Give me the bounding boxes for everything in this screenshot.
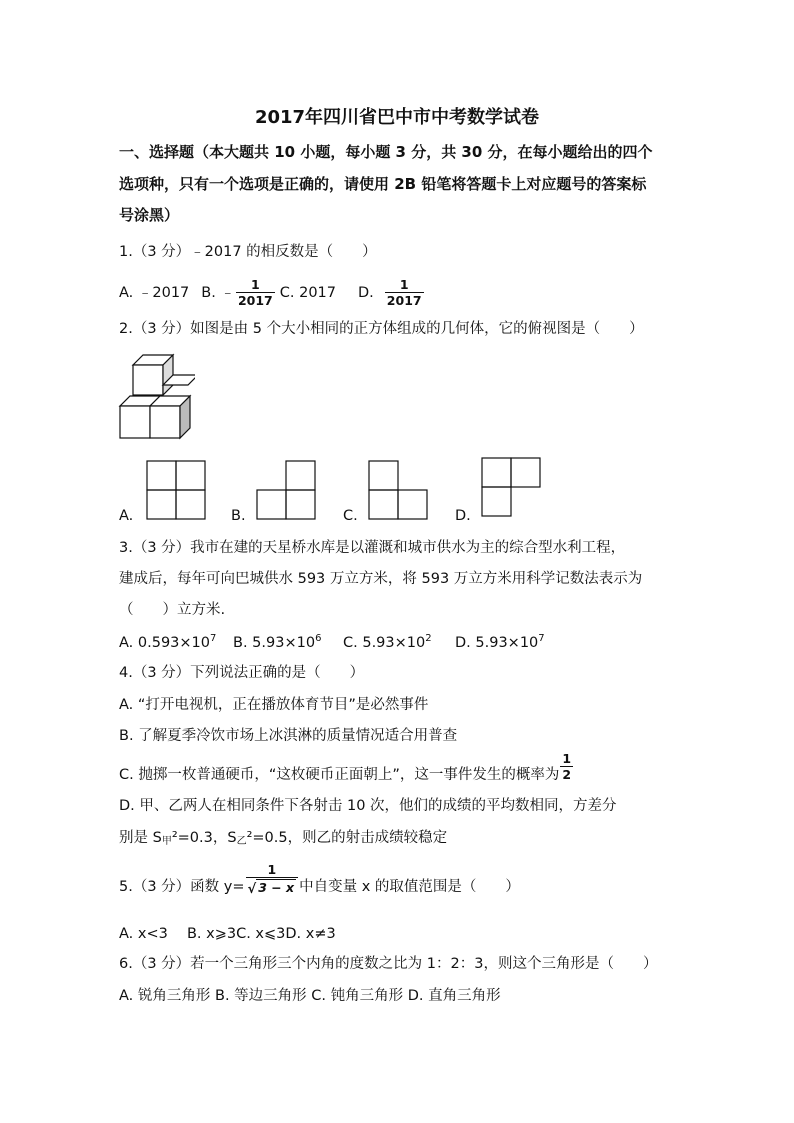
q1-d-numerator: 1 — [399, 277, 409, 292]
q3-a-base: A. 0.593×10 — [119, 635, 210, 651]
q1-stem: 1.（3 分）﹣2017 的相反数是（ ） — [119, 244, 377, 260]
q4-d-post: ²=0.5，则乙的射击成绩较稳定 — [246, 830, 448, 846]
q1-d-denominator: 2017 — [386, 293, 422, 309]
q4-stem: 4.（3 分）下列说法正确的是（ ） — [119, 665, 365, 681]
q4-d-sub-jia: 甲 — [161, 836, 172, 847]
q3-d-exponent: 7 — [538, 633, 545, 644]
q1-options — [119, 278, 425, 309]
q2-option-c-label: C. — [343, 508, 358, 524]
q2-option-c-figure — [368, 460, 430, 522]
q4-c-fraction — [560, 752, 573, 783]
radical-sign-icon: √ — [247, 881, 257, 897]
q2-option-b-label: B. — [231, 508, 246, 524]
q4-c-text: C. 抛掷一枚普通硬币，“这枚硬币正面朝上”，这一事件发生的概率为 — [119, 767, 560, 784]
q3-option-c — [343, 633, 432, 651]
q3-line-1: 3.（3 分）我市在建的天星桥水库是以灌溉和城市供水为主的综合型水利工程， — [119, 540, 626, 556]
q3-option-d — [455, 633, 545, 651]
section-heading-line-2: 选项种，只有一个选项是正确的，请使用 2B 铅笔将答题卡上对应题号的答案标 — [119, 175, 647, 193]
q4-c-denominator: 2 — [562, 767, 572, 783]
q5-stem — [119, 863, 520, 896]
q5-options: A. x<3 B. x⩾3C. x⩽3D. x≠3 — [119, 926, 336, 942]
q5-numerator: 1 — [267, 862, 277, 877]
q6-stem: 6.（3 分）若一个三角形三个内角的度数之比为 1：2：3，则这个三角形是（ ） — [119, 956, 658, 972]
q1-option-d: D. — [358, 285, 374, 302]
q2-option-b-figure — [256, 460, 318, 522]
q2-stem: 2.（3 分）如图是由 5 个大小相同的正方体组成的几何体，它的俯视图是（ ） — [119, 321, 644, 337]
q1-b-numerator: 1 — [251, 277, 260, 292]
q2-option-d-figure — [481, 457, 543, 519]
q5-denominator — [246, 877, 299, 895]
q3-c-base: C. 5.93×10 — [343, 635, 426, 651]
q4-c-numerator: 1 — [562, 751, 572, 766]
q5-radicand: 3 − x — [258, 880, 295, 896]
q4-d-sub-yi: 乙 — [236, 836, 247, 847]
q4-option-a: A. “打开电视机，正在播放体育节目”是必然事件 — [119, 697, 429, 713]
page-title: 2017年四川省巴中市中考数学试卷 — [254, 107, 540, 128]
q3-line-2: 建成后，每年可向巴城供水 593 万立方米，将 593 万立方米用科学记数法表示为 — [119, 571, 643, 587]
q3-line-3: （ ）立方米. — [119, 602, 226, 618]
q3-a-exponent: 7 — [210, 633, 217, 644]
q1-option-c: C. 2017 — [279, 285, 337, 302]
q5-stem-post: 中自变量 x 的取值范围是（ ） — [299, 879, 520, 896]
q3-b-exponent: 6 — [315, 633, 322, 644]
q2-cube-solid-figure — [115, 350, 195, 442]
section-heading-line-3: 号涂黑） — [119, 206, 180, 224]
q3-b-base: B. 5.93×10 — [233, 635, 316, 651]
q2-option-a-figure — [146, 460, 208, 522]
q3-option-a — [119, 633, 217, 651]
q4-option-b: B. 了解夏季冷饮市场上冰淇淋的质量情况适合用普查 — [119, 728, 458, 744]
q3-option-b — [233, 633, 322, 651]
q6-options: A. 锐角三角形 B. 等边三角形 C. 钝角三角形 D. 直角三角形 — [119, 988, 501, 1004]
q1-option-a: A. ﹣2017 — [119, 285, 190, 302]
q2-option-d-label: D. — [455, 508, 471, 524]
q1-option-d-fraction — [385, 278, 424, 309]
q1-b-denominator: 2017 — [237, 293, 273, 309]
q5-fraction — [246, 863, 299, 896]
q3-d-base: D. 5.93×10 — [455, 635, 539, 651]
q4-option-c — [119, 752, 574, 783]
q2-option-a-label: A. — [119, 508, 134, 524]
q4-d-mid: ²=0.3，S — [171, 830, 237, 846]
q3-c-exponent: 2 — [425, 633, 432, 644]
section-heading-line-1: 一、选择题（本大题共 10 小题，每小题 3 分，共 30 分，在每小题给出的四个 — [119, 143, 653, 161]
q4-d-pre: 别是 S — [119, 830, 162, 846]
q4-option-d-line-2 — [119, 831, 447, 846]
q1-option-b-fraction — [236, 278, 275, 309]
q5-stem-pre: 5.（3 分）函数 y= — [119, 879, 245, 896]
q1-option-b: B. ﹣ — [201, 285, 235, 302]
q4-option-d-line-1: D. 甲、乙两人在相同条件下各射击 10 次，他们的成绩的平均数相同，方差分 — [119, 798, 617, 814]
